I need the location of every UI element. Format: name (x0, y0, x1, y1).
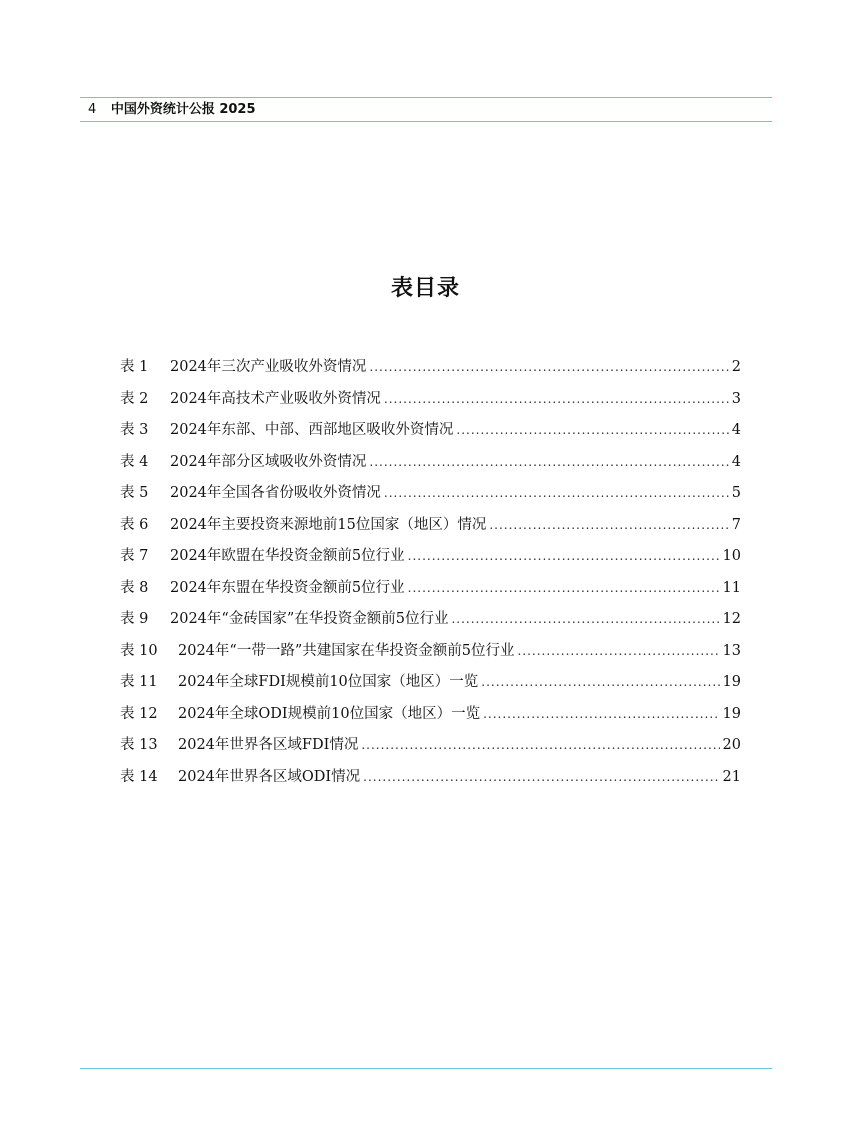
toc-entry-page: 11 (722, 579, 741, 596)
toc-leader-dots (384, 384, 729, 416)
toc-entry-label: 表 1 (120, 359, 149, 375)
toc-leader-dots (456, 415, 728, 447)
toc-entry-page: 12 (722, 611, 741, 627)
toc-entry-page: 13 (722, 642, 741, 659)
toc-leader-dots (408, 541, 720, 573)
toc-entry-page: 5 (731, 485, 741, 501)
header-bottom-rule (80, 121, 772, 122)
toc-entry-title: 2024年欧盟在华投资金额前5位行业 (170, 548, 405, 564)
toc-leader-dots (363, 762, 719, 794)
toc-entry[interactable] (120, 415, 741, 447)
toc-leader-dots (451, 604, 719, 636)
toc-entry[interactable] (120, 447, 741, 479)
toc-entry-page: 4 (731, 453, 741, 470)
toc-entry-label: 表 7 (120, 548, 149, 564)
toc-entry-label: 表 13 (120, 737, 158, 753)
toc-entry-label: 表 4 (120, 453, 149, 470)
toc-leader-dots (517, 636, 719, 668)
toc-entry[interactable] (120, 541, 741, 573)
toc-entry-title: 2024年主要投资来源地前15位国家（地区）情况 (170, 516, 487, 533)
toc-entry[interactable] (120, 604, 741, 636)
toc-leader-dots (369, 447, 728, 479)
page-title: 表目录 (390, 276, 460, 301)
toc-entry-page: 4 (731, 422, 741, 438)
toc-entry[interactable] (120, 699, 741, 731)
toc-entry[interactable] (120, 573, 741, 605)
toc-leader-dots (369, 352, 728, 384)
toc-entry-page: 19 (722, 674, 741, 690)
toc-entry-page: 7 (731, 516, 741, 533)
toc-entry-page: 21 (722, 768, 741, 785)
footer-rule (80, 1068, 772, 1069)
toc-entry-title: 2024年世界各区域ODI情况 (178, 768, 361, 785)
toc-entry-title: 2024年“金砖国家”在华投资金额前5位行业 (170, 611, 449, 627)
toc-entry-page: 10 (722, 548, 741, 564)
toc-entry[interactable] (120, 384, 741, 416)
toc-entry-title: 2024年三次产业吸收外资情况 (170, 359, 367, 375)
toc-leader-dots (408, 573, 720, 605)
toc-entry-label: 表 11 (120, 674, 158, 690)
toc-leader-dots (489, 510, 728, 542)
toc-entry-label: 表 2 (120, 390, 149, 407)
toc-entry-label: 表 5 (120, 485, 149, 501)
toc-entry-title: 2024年部分区域吸收外资情况 (170, 453, 367, 470)
toc-entry[interactable] (120, 762, 741, 794)
toc-entry-label: 表 14 (120, 768, 158, 785)
toc-entry-title: 2024年高技术产业吸收外资情况 (170, 390, 381, 407)
toc-entry-label: 表 12 (120, 705, 158, 722)
toc-entry-page: 2 (731, 359, 741, 375)
publication-title: 中国外资统计公报 2025 (110, 102, 256, 117)
toc-entry-title: 2024年全球FDI规模前10位国家（地区）一览 (178, 674, 479, 690)
toc-entry-page: 19 (722, 705, 741, 722)
toc-entry-label: 表 9 (120, 611, 149, 627)
page-number: 4 (88, 102, 97, 117)
toc-entry-label: 表 10 (120, 642, 158, 659)
toc-entry-page: 3 (731, 390, 741, 407)
toc-entry-title: 2024年东盟在华投资金额前5位行业 (170, 579, 405, 596)
toc-entry-label: 表 6 (120, 516, 149, 533)
header-top-rule (80, 97, 772, 98)
toc-entry[interactable] (120, 478, 741, 510)
toc-entry[interactable] (120, 352, 741, 384)
toc-entry-title: 2024年全球ODI规模前10位国家（地区）一览 (178, 705, 481, 722)
toc-leader-dots (483, 699, 719, 731)
toc-entry-title: 2024年东部、中部、西部地区吸收外资情况 (170, 422, 454, 438)
toc-entry-label: 表 3 (120, 422, 149, 438)
toc-entry[interactable] (120, 730, 741, 762)
toc-entry-label: 表 8 (120, 579, 149, 596)
toc-entry[interactable] (120, 510, 741, 542)
toc-entry-title: 2024年世界各区域FDI情况 (178, 737, 359, 753)
toc-leader-dots (361, 730, 719, 762)
toc-leader-dots (481, 667, 719, 699)
toc-entry[interactable] (120, 667, 741, 699)
running-header (88, 101, 256, 118)
toc-entry-title: 2024年“一带一路”共建国家在华投资金额前5位行业 (178, 642, 515, 659)
toc-entry-page: 20 (722, 737, 741, 753)
toc-entry-title: 2024年全国各省份吸收外资情况 (170, 485, 381, 501)
toc-entry[interactable] (120, 636, 741, 668)
toc-leader-dots (384, 478, 729, 510)
table-of-contents (120, 352, 741, 793)
